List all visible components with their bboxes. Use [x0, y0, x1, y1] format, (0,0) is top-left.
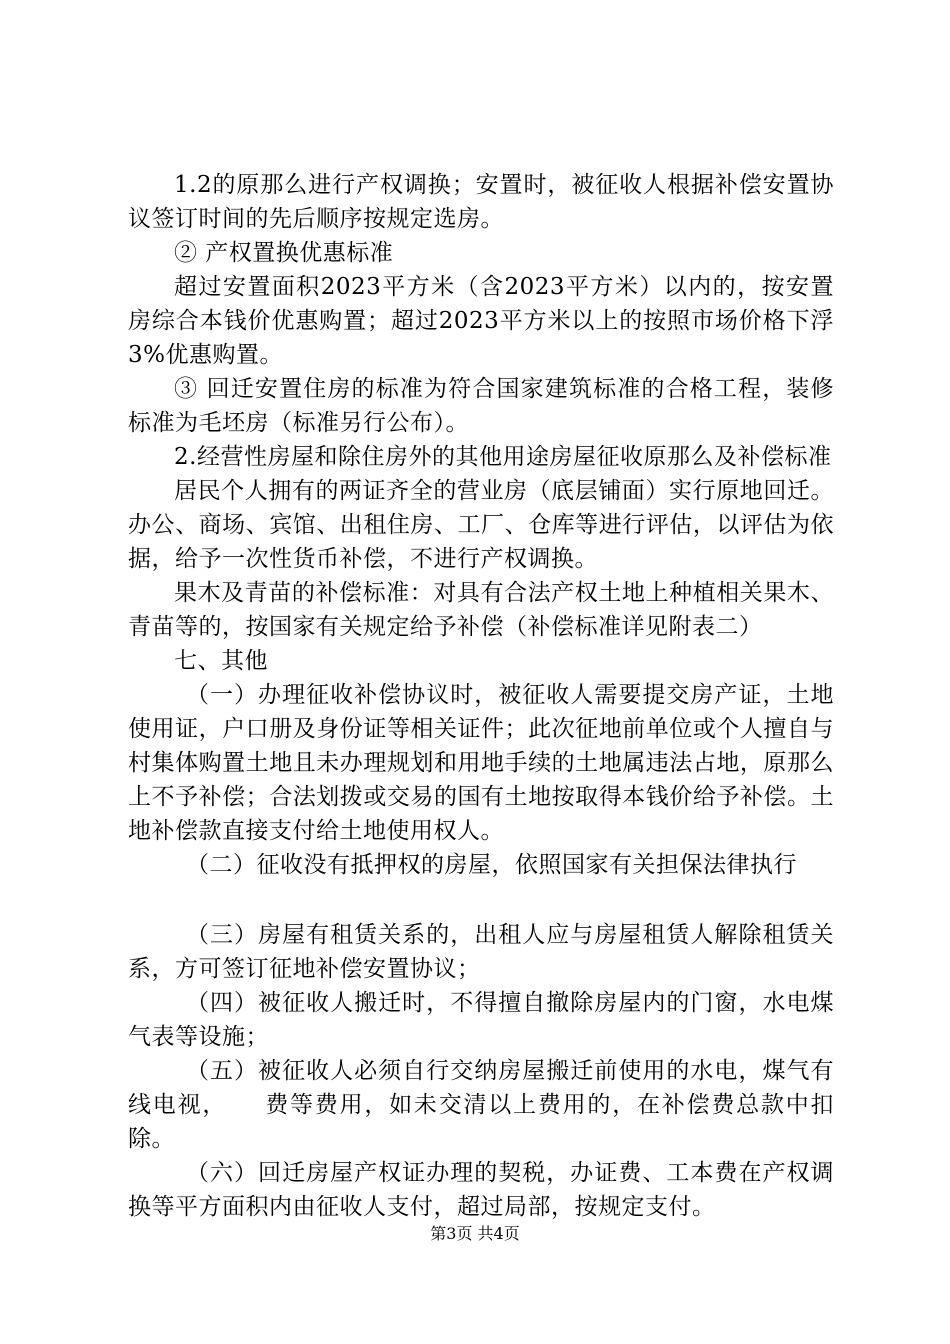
section-heading: 七、其他: [174, 648, 268, 674]
paragraph: 2.经营性房屋和除住房外的其他用途房屋征收原那么及补偿标准: [174, 444, 832, 470]
document-body: [128, 168, 834, 1224]
paragraph: （一）办理征收补偿协议时，被征收人需要提交房产证，土地使用证，户口册及身份证等相关证件；此次征地前单位或个人擅自与村集体购置土地且未办理规划和用地手续的土地属违法占地，原那么上不予补偿；合法划拨或交易的国有土地按取得本钱价给予补偿。土地补偿款直接支付给土地使用权人。: [128, 682, 834, 844]
paragraph: 超过安置面积2023平方米（含2023平方米）以内的，按安置房综合本钱价优惠购置；超过2023平方米以上的按照市场价格下浮3%优惠购置。: [128, 274, 834, 368]
paragraph: 果木及青苗的补偿标准：对具有合法产权土地上种植相关果木、青苗等的，按国家有关规定给予补偿（补偿标准详见附表二）: [128, 580, 834, 640]
paragraph: ② 产权置换优惠标准: [174, 240, 394, 266]
paragraph: （五）被征收人必须自行交纳房屋搬迁前使用的水电，煤气有线电视， 费等费用，如未交清以上费用的，在补偿费总款中扣除。: [128, 1058, 834, 1152]
paragraph: 居民个人拥有的两证齐全的营业房（底层铺面）实行原地回迁。办公、商场、宾馆、出租住房、工厂、仓库等进行评估，以评估为依据，给予一次性货币补偿，不进行产权调换。: [128, 478, 834, 572]
paragraph: （三）房屋有租赁关系的，出租人应与房屋租赁人解除租赁关系，方可签订征地补偿安置协议；: [128, 922, 834, 982]
paragraph: ③ 回迁安置住房的标准为符合国家建筑标准的合格工程，装修标准为毛坯房（标准另行公布）。: [128, 376, 834, 436]
paragraph: （二）征收没有抵押权的房屋，依照国家有关担保法律执行: [186, 852, 797, 878]
paragraph: 1.2的原那么进行产权调换；安置时，被征收人根据补偿安置协议签订时间的先后顺序按规定选房。: [128, 172, 834, 232]
paragraph: （四）被征收人搬迁时，不得擅自撤除房屋内的门窗，水电煤气表等设施；: [128, 990, 834, 1050]
paragraph: （六）回迁房屋产权证办理的契税，办证费、工本费在产权调换等平方面积内由征收人支付，超过局部，按规定支付。: [128, 1160, 834, 1220]
page-number-footer: 第3页 共4页: [430, 1224, 520, 1243]
